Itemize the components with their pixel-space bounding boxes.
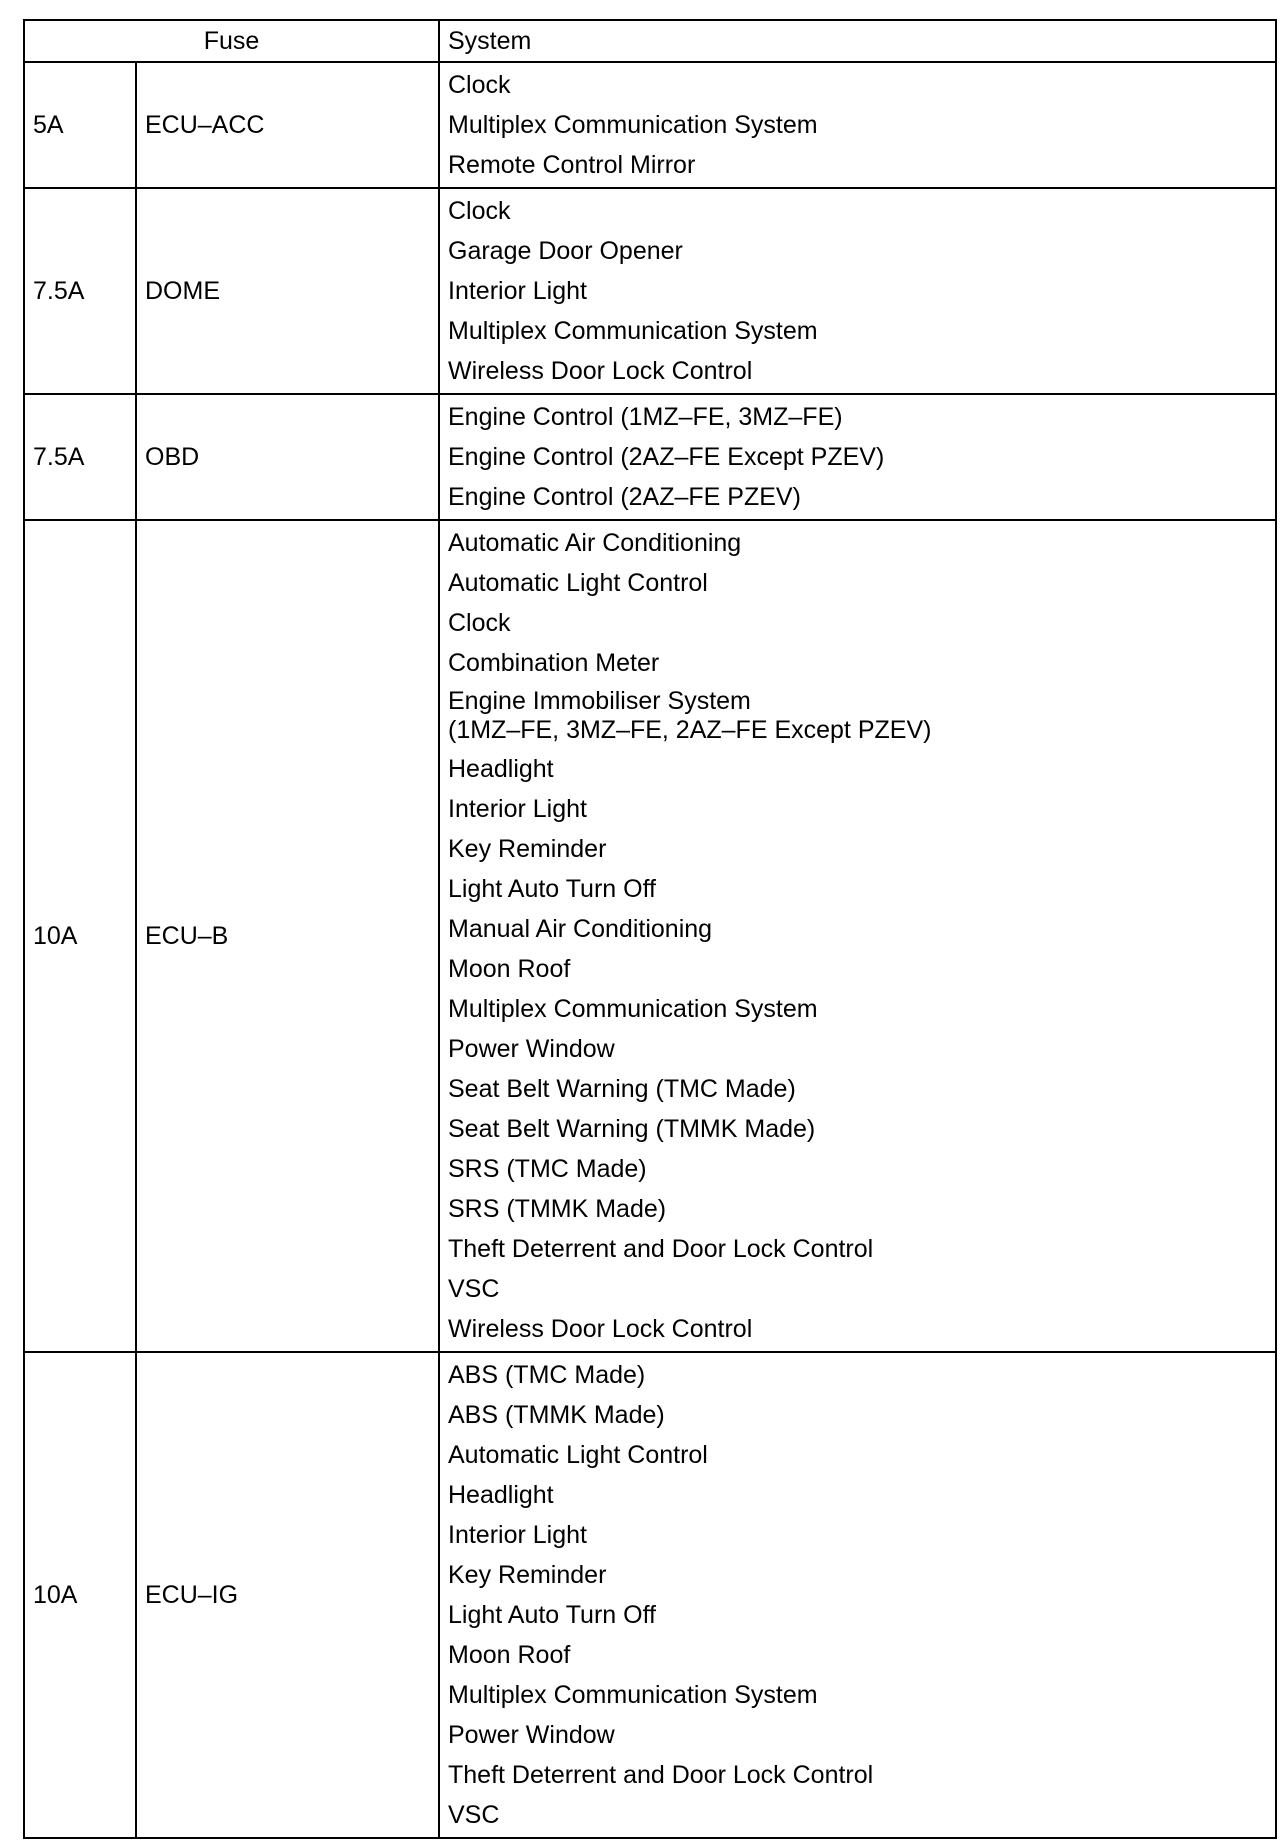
system-item: Combination Meter (448, 649, 660, 677)
system-item: Engine Control (1MZ–FE, 3MZ–FE) (448, 403, 843, 431)
system-item: Multiplex Communication System (448, 995, 818, 1023)
system-item: Manual Air Conditioning (448, 915, 713, 943)
fuse-table (23, 19, 1277, 1839)
system-item: Garage Door Opener (448, 237, 683, 265)
header-system: System (439, 20, 1276, 62)
system-item: Power Window (448, 1035, 615, 1063)
fuse-systems (439, 62, 1276, 188)
system-item: Multiplex Communication System (448, 1681, 818, 1709)
fuse-amperage: 5A (24, 62, 136, 188)
system-item: Engine Control (2AZ–FE PZEV) (448, 483, 801, 511)
fuse-systems (439, 520, 1276, 1352)
system-item: SRS (TMC Made) (448, 1155, 647, 1183)
fuse-amperage: 7.5A (24, 394, 136, 520)
system-item: Automatic Light Control (448, 1441, 708, 1469)
system-item: VSC (448, 1275, 500, 1303)
system-item: Interior Light (448, 795, 587, 823)
fuse-row (24, 62, 1276, 188)
system-item: Clock (448, 197, 511, 225)
fuse-name: ECU–B (136, 520, 439, 1352)
fuse-amperage: 7.5A (24, 188, 136, 394)
system-item: Seat Belt Warning (TMMK Made) (448, 1115, 816, 1143)
fuse-table-body (24, 62, 1276, 1838)
system-item: Moon Roof (448, 955, 571, 983)
fuse-row (24, 520, 1276, 1352)
system-item: Headlight (448, 1481, 554, 1509)
system-item: Multiplex Communication System (448, 111, 818, 139)
fuse-row (24, 394, 1276, 520)
system-item: Clock (448, 609, 511, 637)
system-item: Power Window (448, 1721, 615, 1749)
fuse-name: OBD (136, 394, 439, 520)
system-item: VSC (448, 1801, 500, 1829)
fuse-systems (439, 188, 1276, 394)
fuse-name: ECU–IG (136, 1352, 439, 1838)
system-item: Interior Light (448, 1521, 587, 1549)
system-item: Automatic Air Conditioning (448, 529, 742, 557)
system-item: Clock (448, 71, 511, 99)
fuse-systems (439, 394, 1276, 520)
system-item: Multiplex Communication System (448, 317, 818, 345)
system-item: Key Reminder (448, 1561, 607, 1589)
system-item: SRS (TMMK Made) (448, 1195, 667, 1223)
fuse-systems (439, 1352, 1276, 1838)
system-item: Theft Deterrent and Door Lock Control (448, 1761, 874, 1789)
system-item: Engine Immobiliser System (1MZ–FE, 3MZ–FE, 2AZ–FE Except PZEV) (448, 687, 932, 744)
system-item: Theft Deterrent and Door Lock Control (448, 1235, 874, 1263)
system-item: Seat Belt Warning (TMC Made) (448, 1075, 796, 1103)
fuse-row (24, 1352, 1276, 1838)
system-item: Headlight (448, 755, 554, 783)
fuse-name: DOME (136, 188, 439, 394)
system-item: Interior Light (448, 277, 587, 305)
fuse-row (24, 188, 1276, 394)
header-fuse: Fuse (24, 20, 439, 62)
system-item: ABS (TMMK Made) (448, 1401, 665, 1429)
header-row (24, 20, 1276, 62)
system-item: ABS (TMC Made) (448, 1361, 646, 1389)
fuse-amperage: 10A (24, 520, 136, 1352)
fuse-name: ECU–ACC (136, 62, 439, 188)
system-item: Wireless Door Lock Control (448, 1315, 753, 1343)
system-item: Automatic Light Control (448, 569, 708, 597)
system-item: Engine Control (2AZ–FE Except PZEV) (448, 443, 885, 471)
system-item: Key Reminder (448, 835, 607, 863)
system-item: Remote Control Mirror (448, 151, 696, 179)
system-item: Light Auto Turn Off (448, 875, 657, 903)
fuse-amperage: 10A (24, 1352, 136, 1838)
system-item: Light Auto Turn Off (448, 1601, 657, 1629)
system-item: Moon Roof (448, 1641, 571, 1669)
system-item: Wireless Door Lock Control (448, 357, 753, 385)
